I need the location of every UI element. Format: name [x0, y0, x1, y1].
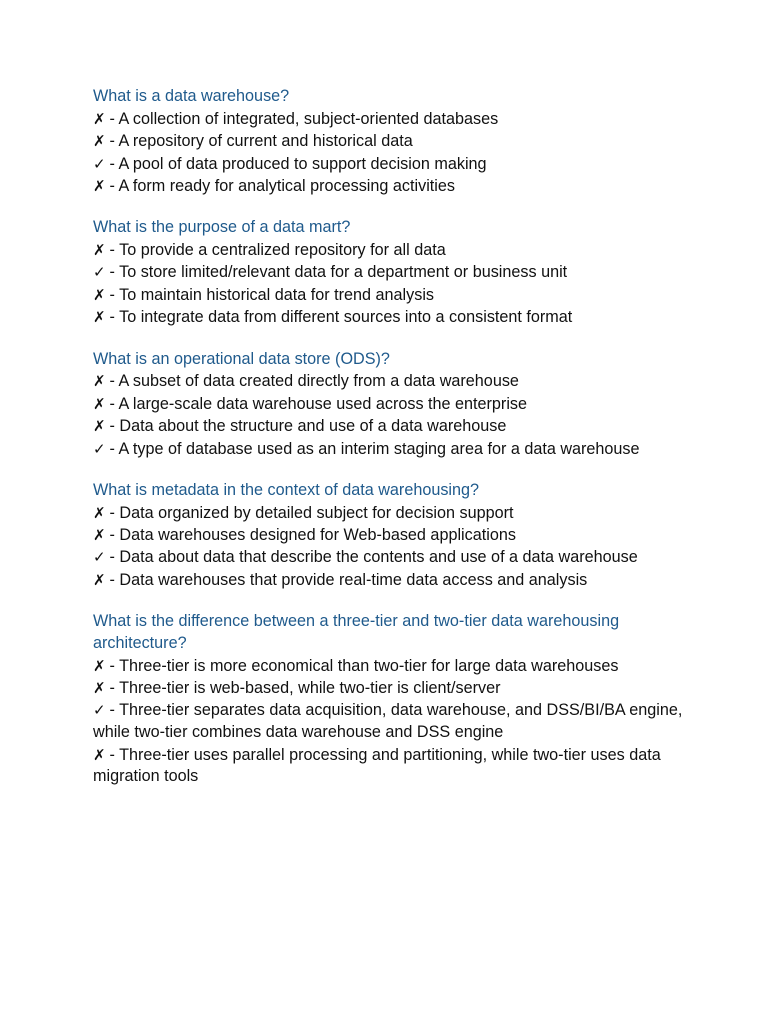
question-block: [93, 349, 683, 461]
answer-text: - A large-scale data warehouse used across the enterprise: [109, 394, 528, 413]
answer-option: [93, 371, 683, 393]
answer-option: [93, 745, 683, 789]
cross-icon: ✗: [93, 241, 106, 260]
answer-text: - A type of database used as an interim staging area for a data warehouse: [109, 439, 640, 458]
check-icon: ✓: [93, 548, 106, 567]
answer-text: - A subset of data created directly from a data warehouse: [109, 372, 519, 391]
check-icon: ✓: [93, 154, 106, 173]
answer-option: [93, 285, 683, 307]
cross-icon: ✗: [93, 132, 106, 151]
question-block: [93, 86, 683, 198]
answer-option: [93, 307, 683, 329]
answer-text: - To integrate data from different sources into a consistent format: [109, 308, 573, 327]
answer-option: [93, 131, 683, 153]
answer-text: - Data warehouses that provide real-time data access and analysis: [109, 570, 588, 589]
answer-text: - A form ready for analytical processing activities: [109, 176, 455, 195]
answer-option: [93, 109, 683, 131]
cross-icon: ✗: [93, 109, 106, 128]
quiz-document: [93, 86, 683, 808]
answer-option: [93, 678, 683, 700]
answer-text: - Three-tier is more economical than two-tier for large data warehouses: [109, 656, 619, 675]
answer-option: [93, 416, 683, 438]
cross-icon: ✗: [93, 656, 106, 675]
answer-option: [93, 503, 683, 525]
question-title: What is the purpose of a data mart?: [93, 218, 351, 237]
question-title: What is the difference between a three-tier and two-tier data warehousing architecture?: [93, 612, 620, 652]
answer-option: [93, 262, 683, 284]
question-title: What is metadata in the context of data warehousing?: [93, 480, 480, 499]
answer-text: - To store limited/relevant data for a department or business unit: [109, 263, 568, 282]
cross-icon: ✗: [93, 525, 106, 544]
question-block: [93, 611, 683, 788]
answer-option: [93, 154, 683, 176]
answer-text: - A collection of integrated, subject-oriented databases: [109, 109, 499, 128]
cross-icon: ✗: [93, 176, 106, 195]
cross-icon: ✗: [93, 285, 106, 304]
answer-text: - Data about data that describe the contents and use of a data warehouse: [109, 548, 638, 567]
check-icon: ✓: [93, 263, 106, 282]
answer-option: [93, 656, 683, 678]
cross-icon: ✗: [93, 372, 106, 391]
answer-option: [93, 547, 683, 569]
question-block: [93, 480, 683, 592]
answer-text: - Three-tier is web-based, while two-tier is client/server: [109, 679, 501, 698]
answer-option: [93, 525, 683, 547]
answer-text: - To maintain historical data for trend analysis: [109, 285, 435, 304]
answer-option: [93, 700, 683, 744]
answer-option: [93, 176, 683, 198]
cross-icon: ✗: [93, 417, 106, 436]
question-title: What is an operational data store (ODS)?: [93, 349, 390, 368]
question-title: What is a data warehouse?: [93, 87, 290, 105]
answer-option: [93, 394, 683, 416]
answer-option: [93, 240, 683, 262]
answer-text: - Data warehouses designed for Web-based applications: [109, 525, 516, 544]
cross-icon: ✗: [93, 503, 106, 522]
question-block: [93, 217, 683, 329]
answer-text: - A pool of data produced to support decision making: [109, 154, 487, 173]
answer-text: - Data about the structure and use of a data warehouse: [109, 417, 507, 436]
answer-text: - Three-tier separates data acquisition, data warehouse, and DSS/BI/BA engine, while two-tier combines data warehouse and DSS engine: [93, 701, 683, 742]
cross-icon: ✗: [93, 679, 106, 698]
cross-icon: ✗: [93, 394, 106, 413]
check-icon: ✓: [93, 439, 106, 458]
cross-icon: ✗: [93, 308, 106, 327]
cross-icon: ✗: [93, 745, 106, 764]
answer-option: [93, 570, 683, 592]
cross-icon: ✗: [93, 570, 106, 589]
answer-option: [93, 439, 683, 461]
answer-text: - Data organized by detailed subject for decision support: [109, 503, 514, 522]
answer-text: - Three-tier uses parallel processing and partitioning, while two-tier uses data migration tools: [93, 745, 661, 786]
answer-text: - To provide a centralized repository for all data: [109, 241, 446, 260]
check-icon: ✓: [93, 701, 106, 720]
answer-text: - A repository of current and historical data: [109, 132, 413, 151]
